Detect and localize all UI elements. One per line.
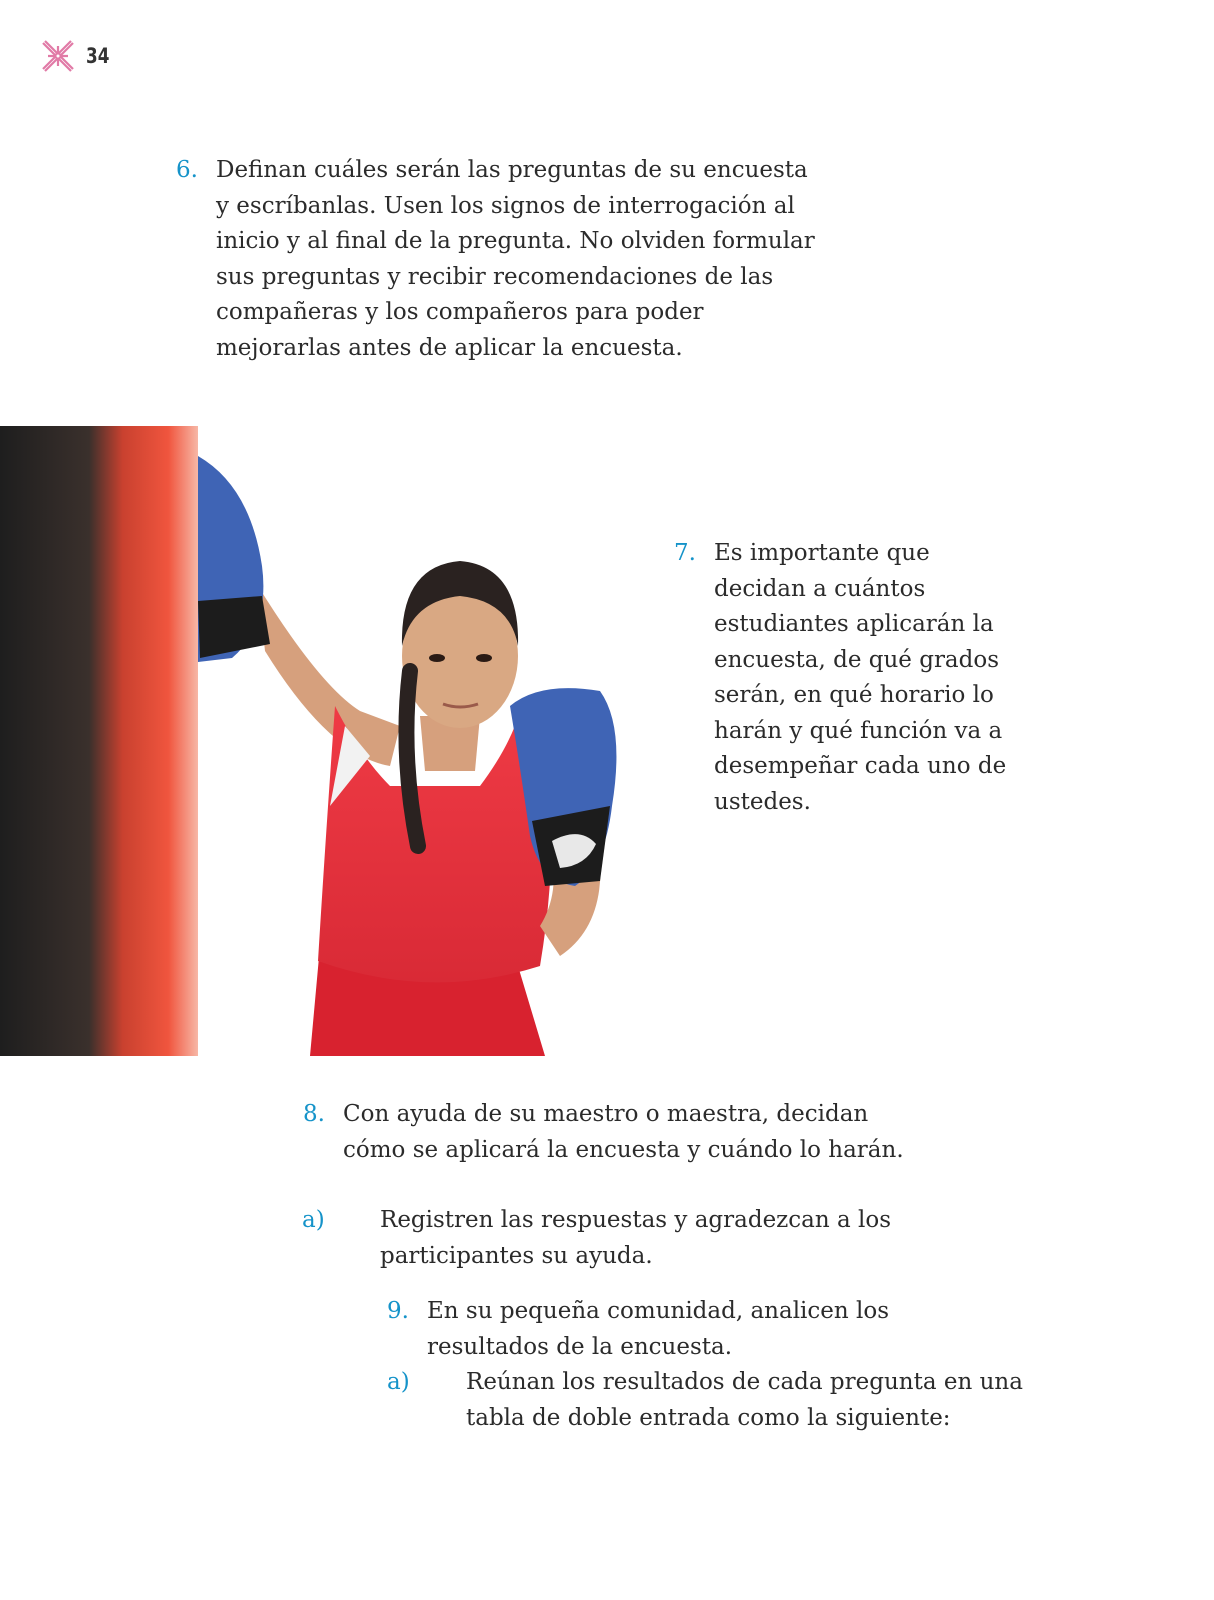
item-text: En su pequeña comunidad, analicen los resultados de la encuesta. [427, 1298, 890, 1360]
sub-item-letter: a) [387, 1369, 410, 1395]
page-header [40, 38, 115, 74]
instruction-7 [674, 536, 1024, 820]
item-number: 9. [387, 1298, 409, 1324]
item-text: Con ayuda de su maestro o maestra, decidan cómo se aplicará la encuesta y cuándo lo harán. [343, 1101, 904, 1163]
page-number: 34 [86, 44, 110, 68]
punching-bag [0, 426, 198, 1056]
item-number: 7. [674, 540, 696, 566]
item-text: Es importante que decidan a cuántos estudiantes aplicarán la encuesta, de qué grados serán, en qué horario lo harán y qué función va a desempeñar cada uno de ustedes. [714, 540, 1007, 815]
sub-item-text: Registren las respuestas y agradezcan a los participantes su ayuda. [380, 1207, 892, 1269]
sub-item-letter: a) [302, 1207, 325, 1233]
arm [258, 586, 400, 766]
boxer-photo [0, 426, 620, 1056]
item-number: 6. [176, 157, 198, 183]
pink-x-ornament-icon [40, 38, 76, 74]
sub-item-text: Reúnan los resultados de cada pregunta en una tabla de doble entrada como la siguiente: [466, 1369, 1023, 1431]
sub-item-a [387, 1365, 1026, 1436]
instruction-6 [176, 153, 816, 366]
sub-item-a [302, 1203, 940, 1274]
item-text: Definan cuáles serán las preguntas de su encuesta y escríbanlas. Usen los signos de interrogación al inicio y al final de la pregunta. No olviden formular sus preguntas y recibir recomendaciones de las compañeras y los compañeros para poder mejorarlas antes de aplicar la encuesta. [216, 157, 815, 361]
item-number: 8. [303, 1101, 325, 1127]
instruction-8 [302, 1097, 923, 1269]
instruction-9 [387, 1294, 1023, 1431]
